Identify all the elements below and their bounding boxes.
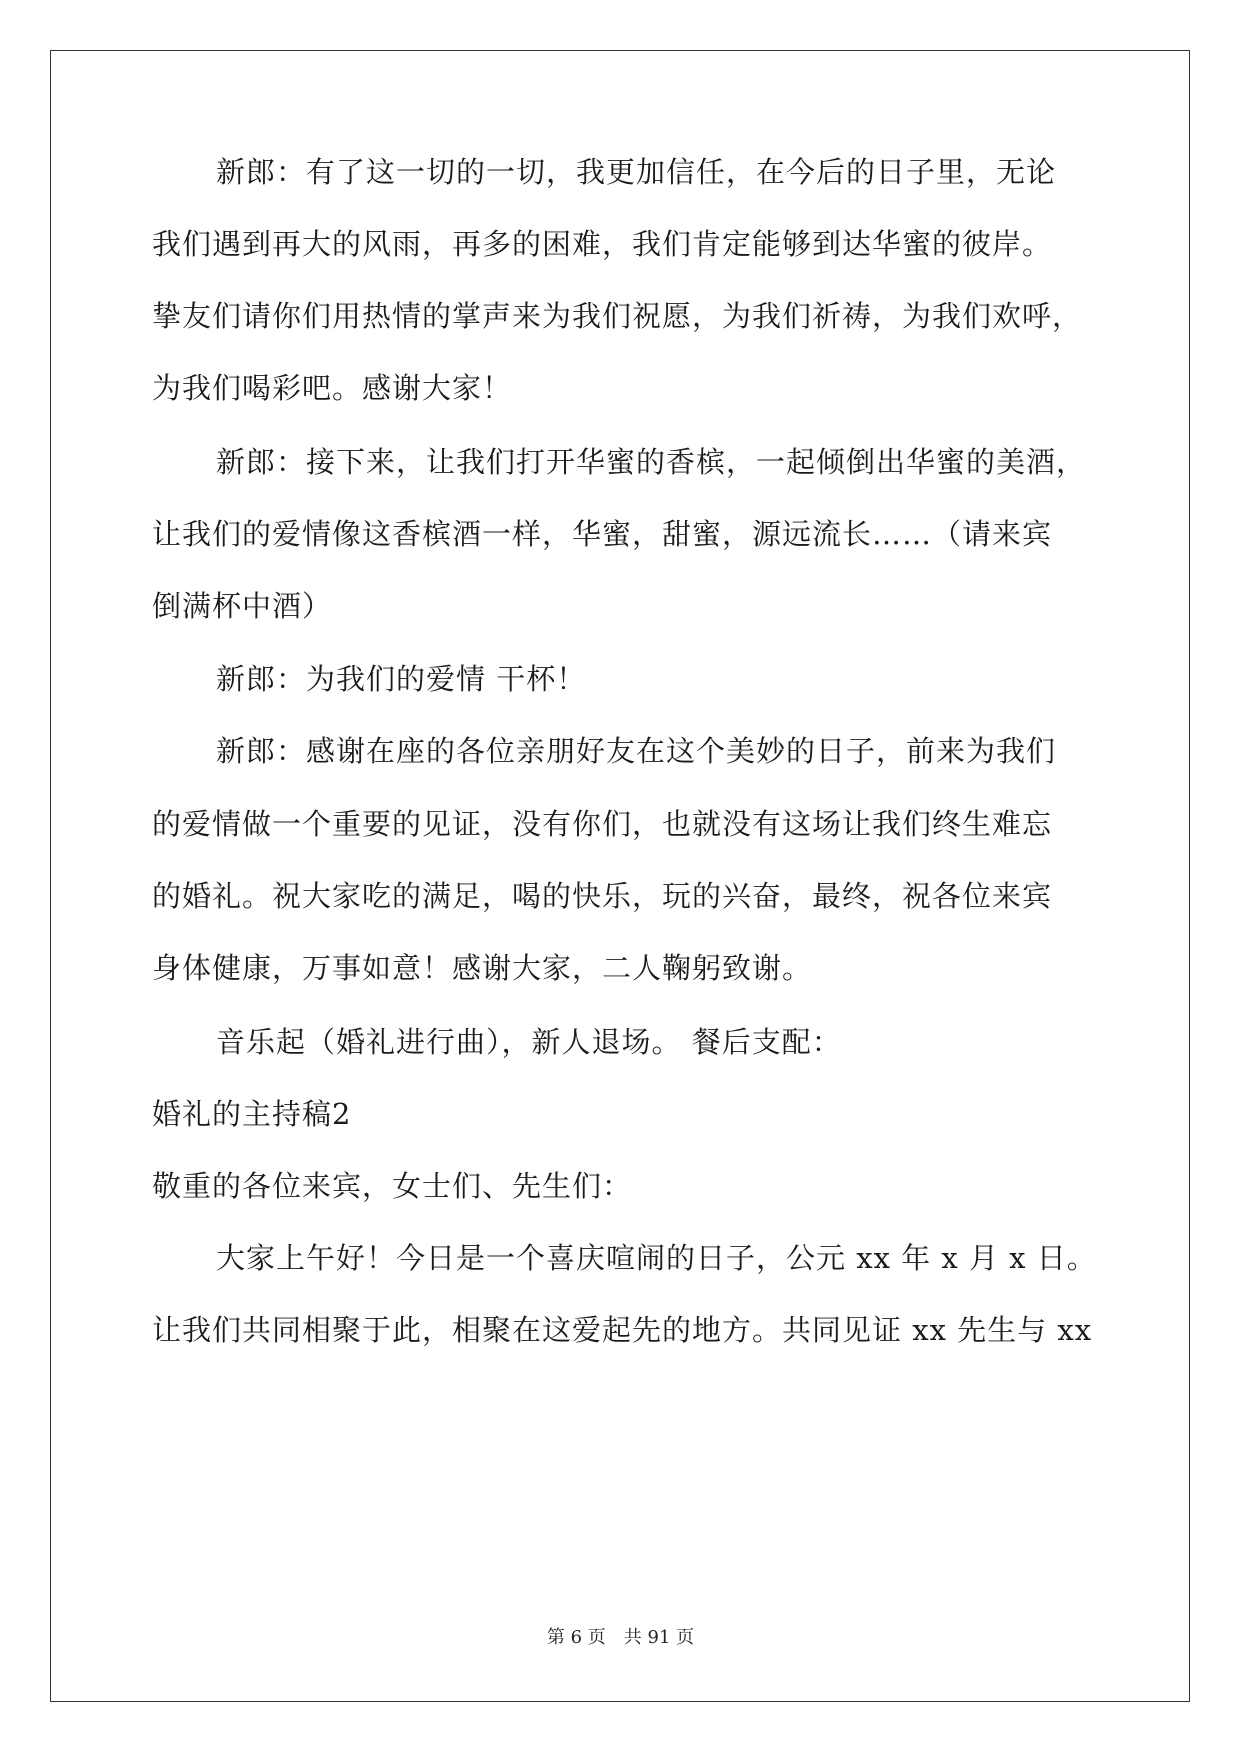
paragraph-line: 挚友们请你们用热情的掌声来为我们祝愿，为我们祈祷，为我们欢呼， (152, 299, 1083, 333)
paragraph-line: 倒满杯中酒） (152, 589, 333, 623)
paragraph-line: 新郎：为我们的爱情 干杯！ (216, 662, 587, 696)
paragraph-line: 新郎：接下来，让我们打开华蜜的香槟，一起倾倒出华蜜的美酒， (216, 445, 1087, 479)
paragraph-line: 身体健康，万事如意！感谢大家，二人鞠躬致谢。 (152, 951, 813, 985)
paragraph-line: 让我们共同相聚于此，相聚在这爱起先的地方。共同见证 xx 先生与 xx (152, 1313, 1093, 1347)
paragraph-line: 大家上午好！今日是一个喜庆喧闹的日子，公元 xx 年 x 月 x 日。 (216, 1241, 1097, 1275)
paragraph-line: 的婚礼。祝大家吃的满足，喝的快乐，玩的兴奋，最终，祝各位来宾 (152, 879, 1053, 913)
paragraph-line: 新郎：有了这一切的一切，我更加信任，在今后的日子里，无论 (216, 155, 1057, 189)
paragraph-line: 音乐起（婚礼进行曲），新人退场。 餐后支配： (216, 1025, 842, 1059)
page-number-footer: 第 6 页 共 91 页 (546, 1627, 695, 1648)
section-heading: 婚礼的主持稿2 (152, 1097, 352, 1131)
paragraph-line: 让我们的爱情像这香槟酒一样，华蜜，甜蜜，源远流长……（请来宾 (152, 517, 1053, 551)
paragraph-line: 为我们喝彩吧。感谢大家！ (152, 371, 513, 405)
salutation-line: 敬重的各位来宾，女士们、先生们： (152, 1169, 633, 1203)
paragraph-line: 的爱情做一个重要的见证，没有你们，也就没有这场让我们终生难忘 (152, 807, 1053, 841)
paragraph-line: 新郎：感谢在座的各位亲朋好友在这个美妙的日子，前来为我们 (216, 734, 1057, 768)
paragraph-line: 我们遇到再大的风雨，再多的困难，我们肯定能够到达华蜜的彼岸。 (152, 227, 1053, 261)
